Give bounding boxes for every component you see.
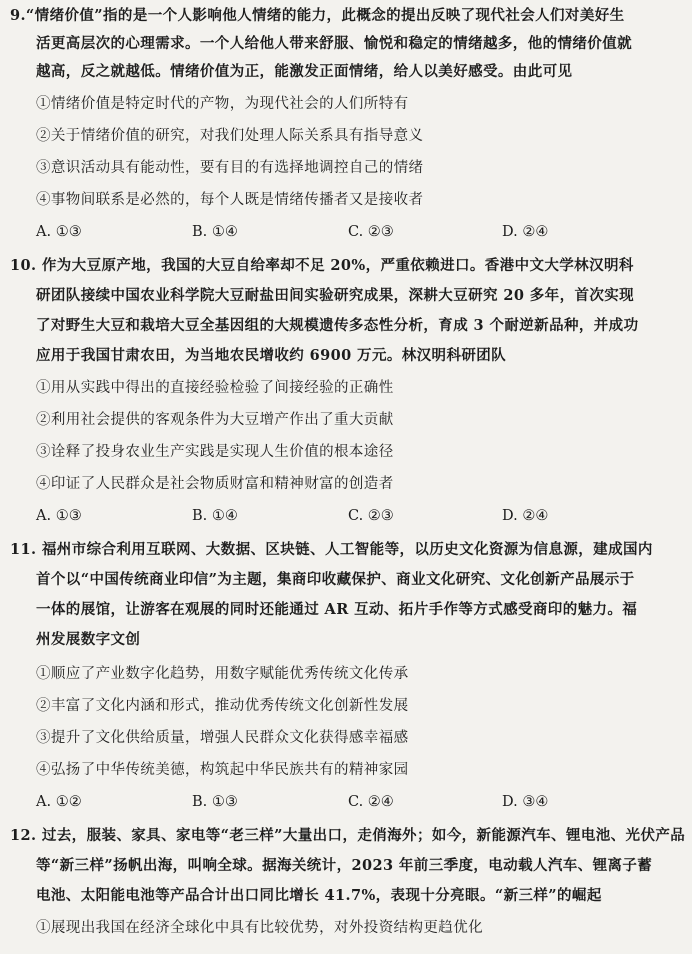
q9-stem-line-2: 活更高层次的心理需求。一个人给他人带来舒服、愉悦和稳定的情绪越多，他的情绪价值就	[36, 35, 632, 52]
q11-choice-a: A. ①②	[36, 794, 82, 810]
q10-choice-a: A. ①③	[36, 508, 82, 524]
q11-choice-d: D. ③④	[502, 794, 549, 810]
q12-option-1: ①展现出我国在经济全球化中具有比较优势，对外投资结构更趋优化	[36, 920, 483, 936]
q9-option-1: ①情绪价值是特定时代的产物，为现代社会的人们所特有	[36, 96, 409, 112]
q9-choice-a: A. ①③	[36, 224, 82, 240]
q10-option-3: ③诠释了投身农业生产实践是实现人生价值的根本途径	[36, 444, 394, 460]
q9-option-3: ③意识活动具有能动性，要有目的有选择地调控自己的情绪	[36, 160, 424, 176]
q11-stem-line-1: 11. 福州市综合利用互联网、大数据、区块链、人工智能等，以历史文化资源为信息源，建成国内	[10, 541, 653, 558]
q10-option-2: ②利用社会提供的客观条件为大豆增产作出了重大贡献	[36, 412, 394, 428]
q11-choice-b: B. ①③	[192, 794, 238, 810]
q9-option-4: ④事物间联系是必然的，每个人既是情绪传播者又是接收者	[36, 192, 424, 208]
q11-option-2: ②丰富了文化内涵和形式，推动优秀传统文化创新性发展	[36, 698, 409, 714]
q10-stem-line-1: 10. 作为大豆原产地，我国的大豆自给率却不足 20%，严重依赖进口。香港中文大学林汉明科	[10, 257, 634, 274]
q9-choices	[36, 222, 596, 242]
q11-option-3: ③提升了文化供给质量，增强人民群众文化获得感幸福感	[36, 730, 409, 746]
q11-choice-c: C. ②④	[348, 794, 394, 810]
q12-stem-line-1: 12. 过去，服装、家具、家电等“老三样”大量出口，走俏海外；如今，新能源汽车、锂电池、光伏产品	[10, 827, 686, 844]
q10-stem-line-4: 应用于我国甘肃农田，为当地农民增收约 6900 万元。林汉明科研团队	[36, 347, 507, 364]
q10-choice-b: B. ①④	[192, 508, 238, 524]
q12-stem-line-2: 等“新三样”扬帆出海，叫响全球。据海关统计，2023 年前三季度，电动载人汽车、锂离子蓄	[36, 857, 653, 874]
q9-stem-line-1: 9.“情绪价值”指的是一个人影响他人情绪的能力，此概念的提出反映了现代社会人们对美好生	[10, 7, 625, 24]
q10-option-4: ④印证了人民群众是社会物质财富和精神财富的创造者	[36, 476, 394, 492]
q10-choice-d: D. ②④	[502, 508, 549, 524]
q11-option-4: ④弘扬了中华传统美德，构筑起中华民族共有的精神家园	[36, 762, 409, 778]
q11-option-1: ①顺应了产业数字化趋势，用数字赋能优秀传统文化传承	[36, 666, 409, 682]
q9-choice-c: C. ②③	[348, 224, 394, 240]
q11-stem-line-3: 一体的展馆，让游客在观展的同时还能通过 AR 互动、拓片手作等方式感受商印的魅力。福	[36, 601, 638, 618]
q11-stem-line-4: 州发展数字文创	[36, 631, 141, 648]
q9-option-2: ②关于情绪价值的研究，对我们处理人际关系具有指导意义	[36, 128, 424, 144]
q10-choice-c: C. ②③	[348, 508, 394, 524]
q9-choice-b: B. ①④	[192, 224, 238, 240]
q10-stem-line-3: 了对野生大豆和栽培大豆全基因组的大规模遗传多态性分析，育成 3 个耐逆新品种，并成功	[36, 317, 639, 334]
q12-stem-line-3: 电池、太阳能电池等产品合计出口同比增长 41.7%，表现十分亮眼。“新三样”的崛起	[36, 887, 602, 904]
q10-stem-line-2: 研团队接续中国农业科学院大豆耐盐田间实验研究成果，深耕大豆研究 20 多年，首次实现	[36, 287, 635, 304]
q9-choice-d: D. ②④	[502, 224, 549, 240]
q10-choices	[36, 506, 596, 526]
q9-stem-line-3: 越高，反之就越低。情绪价值为正，能激发正面情绪，给人以美好感受。由此可见	[36, 63, 573, 80]
q10-option-1: ①用从实践中得出的直接经验检验了间接经验的正确性	[36, 380, 394, 396]
q11-stem-line-2: 首个以“中国传统商业印信”为主题，集商印收藏保护、商业文化研究、文化创新产品展示于	[36, 571, 635, 588]
q11-choices	[36, 792, 596, 812]
